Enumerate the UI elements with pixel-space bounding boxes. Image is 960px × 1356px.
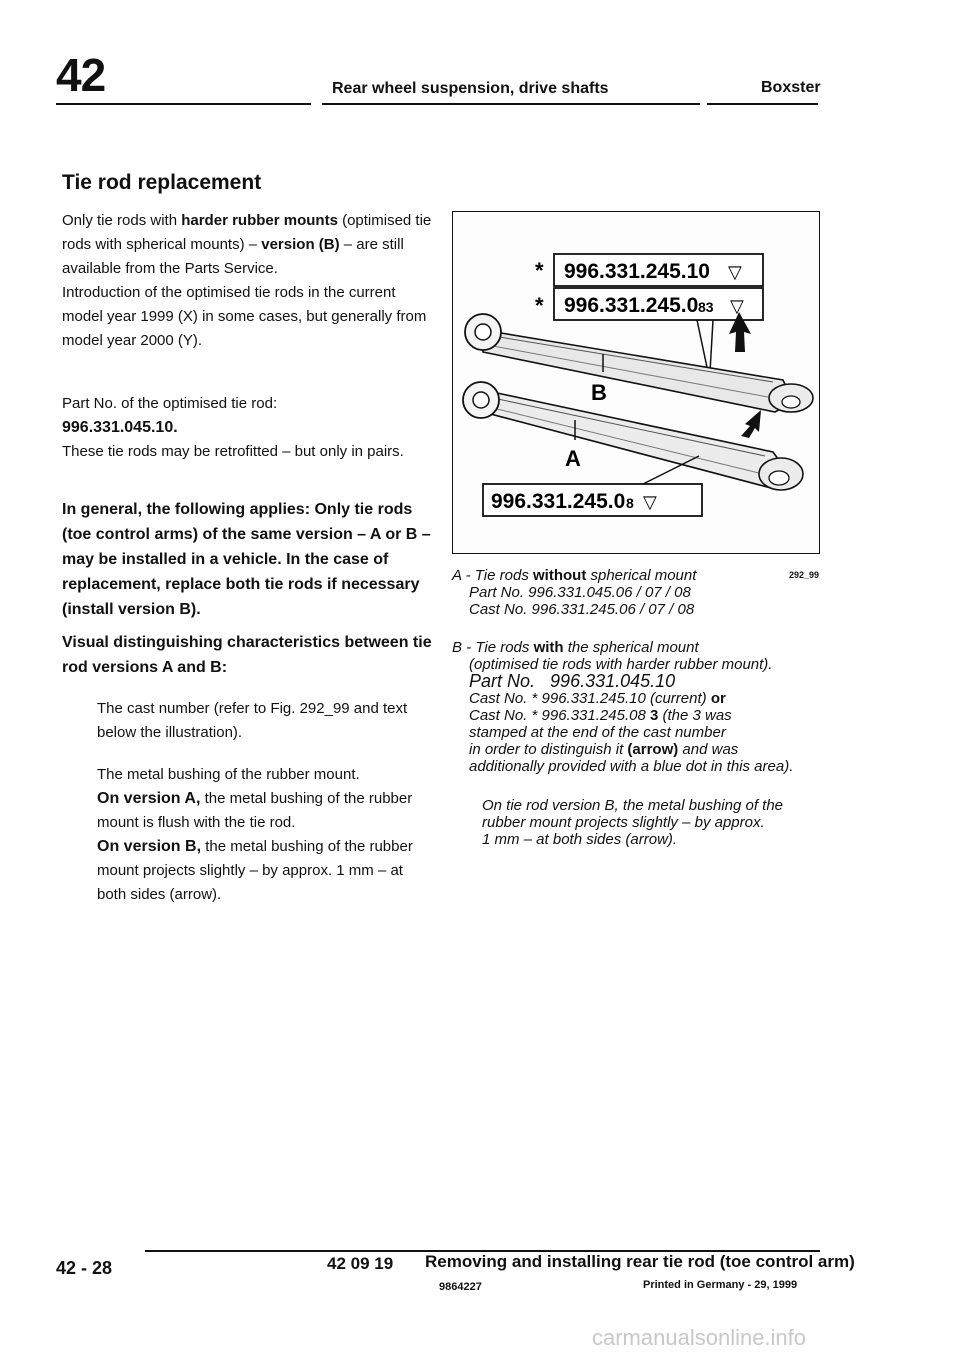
- bushing-a-left-inner: [473, 392, 489, 408]
- porsche-crest-icon-2: ▽: [730, 296, 744, 316]
- bushing-block: [97, 763, 417, 907]
- caption-b-bold: with: [533, 639, 564, 656]
- caption-a-title: [452, 567, 752, 584]
- pointer-line: [710, 320, 713, 372]
- caption-a: [452, 567, 752, 618]
- caption-b-line6: [452, 741, 852, 758]
- footer-title: Removing and installing rear tie rod (toe control arm): [425, 1252, 855, 1271]
- document-number: 9864227: [439, 1281, 482, 1293]
- version-a-text: [97, 787, 417, 835]
- caption-b-cast2-text: Cast No. * 996.331.245.08: [469, 707, 650, 724]
- printed-note: Printed in Germany - 29, 1999: [643, 1279, 798, 1291]
- intro-paragraph: [62, 209, 432, 281]
- caption-b-line6-text: in order to distinguish it: [469, 741, 628, 758]
- partno-block: [62, 392, 432, 464]
- bushing-b-right-inner: [782, 396, 800, 408]
- header-rule-right: [707, 103, 818, 105]
- intro-text-2: (optimised tie rods with spherical mounts) –: [62, 212, 432, 253]
- caption-c-line2: rubber mount projects slightly – by approx.: [482, 814, 765, 831]
- star-2: *: [535, 293, 544, 318]
- header-title: Rear wheel suspension, drive shafts: [332, 80, 609, 97]
- label-2-text: 996.331.245.0: [564, 294, 699, 317]
- header-model: Boxster: [761, 79, 821, 96]
- intro-text-3: – are still available from the Parts Service.: [62, 236, 404, 277]
- caption-b-cast1-bold: or: [710, 690, 726, 707]
- header-rule-left: [56, 103, 311, 105]
- cast-note: [97, 697, 417, 745]
- caption-a-bold: without: [533, 567, 587, 584]
- caption-b-rest: the spherical mount: [563, 639, 699, 656]
- version-b-text: [97, 835, 417, 907]
- intro-block: [62, 209, 432, 353]
- footer-code: 42 09 19: [327, 1254, 394, 1273]
- label-3-suffix: 8: [626, 495, 634, 511]
- bushing-b-left-inner: [475, 324, 491, 340]
- version-a-desc: the metal bushing of the rubber mount is flush with the tie rod.: [97, 790, 413, 831]
- caption-b-title: [452, 639, 852, 656]
- pointer-line: [697, 320, 708, 372]
- cast-note-text: The cast number (refer to Fig. 292_99 and text below the illustration).: [97, 700, 408, 741]
- caption-b-cast2-bold: 3: [649, 707, 659, 724]
- caption-b-line5: stamped at the end of the cast number: [469, 724, 726, 741]
- general-rule: [62, 497, 434, 622]
- letter-b: B: [591, 380, 607, 405]
- caption-b-cast1-text: Cast No. * 996.331.245.10 (current): [469, 690, 711, 707]
- page-number: 42 - 28: [56, 1258, 113, 1278]
- caption-b-cast2-rest: (the 3 was: [658, 707, 732, 724]
- bushing-text: The metal bushing of the rubber mount.: [97, 766, 360, 783]
- label-1-text: 996.331.245.10: [564, 260, 710, 283]
- arrow-right-icon: [741, 410, 761, 438]
- intro-bold-1: harder rubber mounts: [181, 212, 338, 229]
- caption-c: [482, 797, 842, 848]
- caption-b-part-label: Part No.: [469, 671, 536, 691]
- version-b-label: On version B,: [97, 838, 202, 855]
- visual-heading: [62, 630, 432, 680]
- caption-a-rest: spherical mount: [586, 567, 697, 584]
- bushing-a-right-inner: [769, 471, 789, 485]
- caption-c-line1: On tie rod version B, the metal bushing of the: [482, 797, 784, 814]
- label-2-suffix: 83: [698, 299, 714, 315]
- retrofit-note: These tie rods may be retrofitted – but only in pairs.: [62, 443, 404, 460]
- figure-number: 292_99: [789, 570, 820, 580]
- caption-b-line2: (optimised tie rods with harder rubber mount).: [469, 656, 773, 673]
- intro-bold-2: version (B): [261, 236, 340, 253]
- intro-text-1: Only tie rods with: [62, 212, 182, 229]
- caption-b-line6-rest: and was: [678, 741, 739, 758]
- intro-paragraph-2: Introduction of the optimised tie rods in the current model year 1999 (X) in some cases, but generally from model year 2000 (Y).: [62, 284, 427, 349]
- caption-b-line6-bold: (arrow): [627, 741, 679, 758]
- caption-b-part: [452, 673, 852, 690]
- watermark: carmanualsonline.info: [592, 1325, 807, 1350]
- caption-b-line7: additionally provided with a blue dot in this area).: [469, 758, 794, 775]
- visual-heading-text: Visual distinguishing characteristics between tie rod versions A and B:: [62, 634, 432, 676]
- caption-a-part: Part No. 996.331.045.06 / 07 / 08: [469, 584, 691, 601]
- tie-rod-illustration: [452, 211, 820, 554]
- version-b-desc: the metal bushing of the rubber mount projects slightly – by approx. 1 mm – at both sides (arrow).: [97, 838, 413, 903]
- section-heading: Tie rod replacement: [62, 171, 262, 194]
- version-a-label: On version A,: [97, 790, 201, 807]
- general-rule-text: In general, the following applies: Only tie rods (toe control arms) of the same version – A or B – may be installed in a vehicle. In the case of replacement, replace both tie rods if necessary (install version B).: [62, 501, 431, 618]
- caption-a-prefix: A - Tie rods: [452, 567, 533, 584]
- caption-c-line3: 1 mm – at both sides (arrow).: [482, 831, 678, 848]
- porsche-crest-icon-3: ▽: [643, 492, 657, 512]
- star-1: *: [535, 258, 544, 283]
- caption-b-cast1: [452, 690, 852, 707]
- caption-b-prefix: B - Tie rods: [452, 639, 534, 656]
- label-3-text: 996.331.245.0: [491, 490, 626, 513]
- caption-b-part-value: 996.331.045.10: [550, 671, 676, 691]
- partno-label: Part No. of the optimised tie rod:: [62, 395, 278, 412]
- caption-b-cast2: [452, 707, 852, 724]
- header-rule-middle: [322, 103, 700, 105]
- chapter-number: 42: [56, 49, 106, 101]
- caption-b: [452, 639, 852, 775]
- tie-rod-drawing: [453, 212, 819, 553]
- caption-a-cast: Cast No. 996.331.245.06 / 07 / 08: [469, 601, 695, 618]
- letter-a: A: [565, 446, 581, 471]
- porsche-crest-icon-1: ▽: [728, 262, 742, 282]
- partno-value: 996.331.045.10.: [62, 419, 178, 436]
